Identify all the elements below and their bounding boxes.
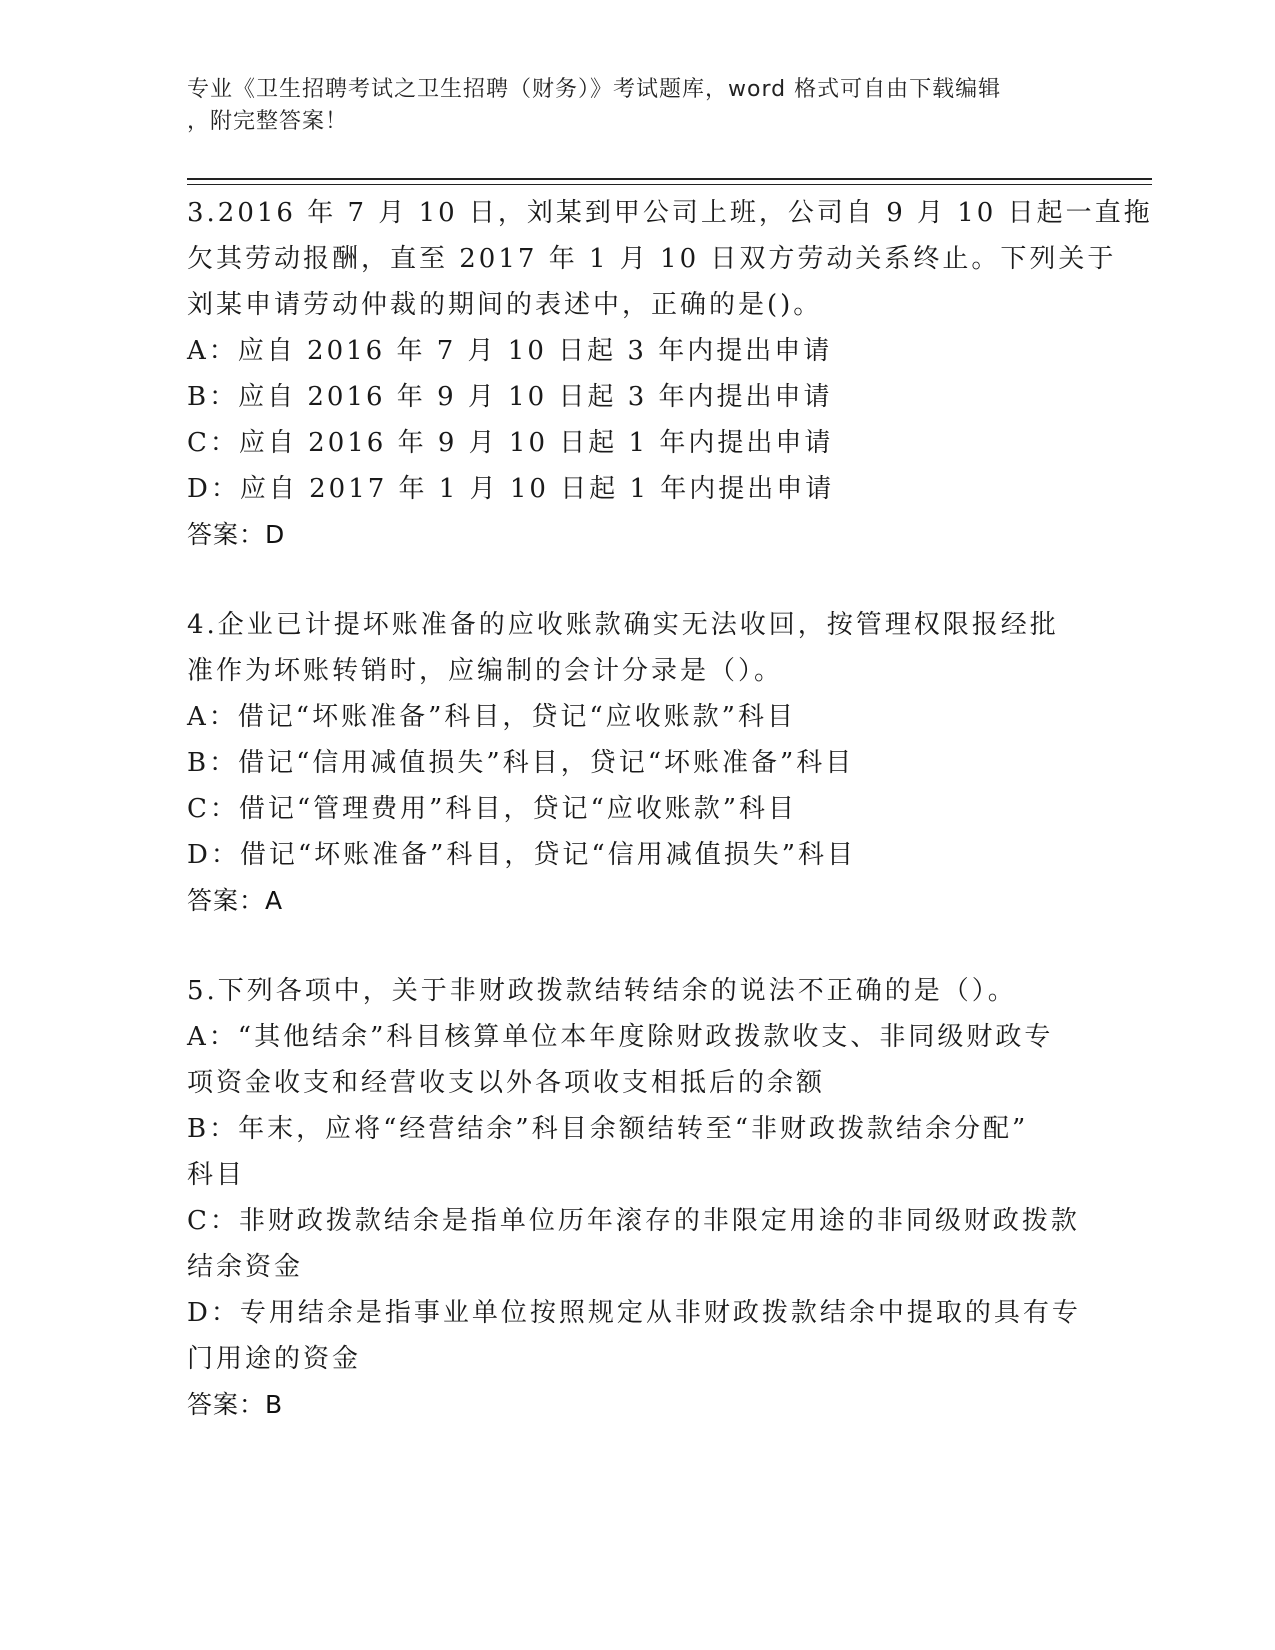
option-a: A：“其他结余”科目核算单位本年度除财政拨款收支、非同级财政专 [187,1022,1054,1052]
header-rule-thin [187,184,1152,185]
option-d: D：应自 2017 年 1 月 10 日起 1 年内提出申请 [187,474,835,504]
answer-label: 答案：D [187,520,286,549]
question-4 [187,602,1077,924]
option-b-continued: 科目 [187,1160,246,1190]
option-c-continued: 结余资金 [187,1252,304,1282]
option-d-continued: 门用途的资金 [187,1344,362,1374]
option-c: C：非财政拨款结余是指单位历年滚存的非限定用途的非同级财政拨款 [187,1206,1080,1236]
option-b: B：年末，应将“经营结余”科目余额结转至“非财政拨款结余分配” [187,1114,1029,1144]
header-line-2: ，附完整答案！ [187,109,349,134]
question-5 [187,968,1081,1428]
option-c: C：应自 2016 年 9 月 10 日起 1 年内提出申请 [187,428,834,458]
question-stem-line: 4.企业已计提坏账准备的应收账款确实无法收回，按管理权限报经批 [187,610,1059,640]
question-stem-line: 准作为坏账转销时，应编制的会计分录是（）。 [187,656,784,686]
option-b: B：应自 2016 年 9 月 10 日起 3 年内提出申请 [187,382,833,412]
question-3 [187,190,1153,558]
option-d: D：专用结余是指事业单位按照规定从非财政拨款结余中提取的具有专 [187,1298,1081,1328]
question-stem-line: 5.下列各项中，关于非财政拨款结转结余的说法不正确的是（）。 [187,976,1017,1006]
option-d: D：借记“坏账准备”科目，贷记“信用减值损失”科目 [187,840,857,870]
option-b: B：借记“信用减值损失”科目，贷记“坏账准备”科目 [187,748,855,778]
answer-label: 答案：B [187,1390,284,1419]
option-a: A：借记“坏账准备”科目，贷记“应收账款”科目 [187,702,796,732]
option-c: C：借记“管理费用”科目，贷记“应收账款”科目 [187,794,798,824]
question-list [187,190,1153,1472]
answer-label: 答案：A [187,886,284,915]
header-rule-thick [187,178,1152,180]
option-a: A：应自 2016 年 7 月 10 日起 3 年内提出申请 [187,336,833,366]
header-line-1: 专业《卫生招聘考试之卫生招聘（财务）》考试题库，word 格式可自由下载编辑 [187,77,1002,102]
document-header [187,74,1067,138]
question-stem-line: 刘某申请劳动仲裁的期间的表述中，正确的是()。 [187,290,823,320]
question-stem-line: 欠其劳动报酬，直至 2017 年 1 月 10 日双方劳动关系终止。下列关于 [187,244,1117,274]
option-a-continued: 项资金收支和经营收支以外各项收支相抵后的余额 [187,1068,826,1098]
question-stem-line: 3.2016 年 7 月 10 日，刘某到甲公司上班，公司自 9 月 10 日起一直拖 [187,198,1153,228]
